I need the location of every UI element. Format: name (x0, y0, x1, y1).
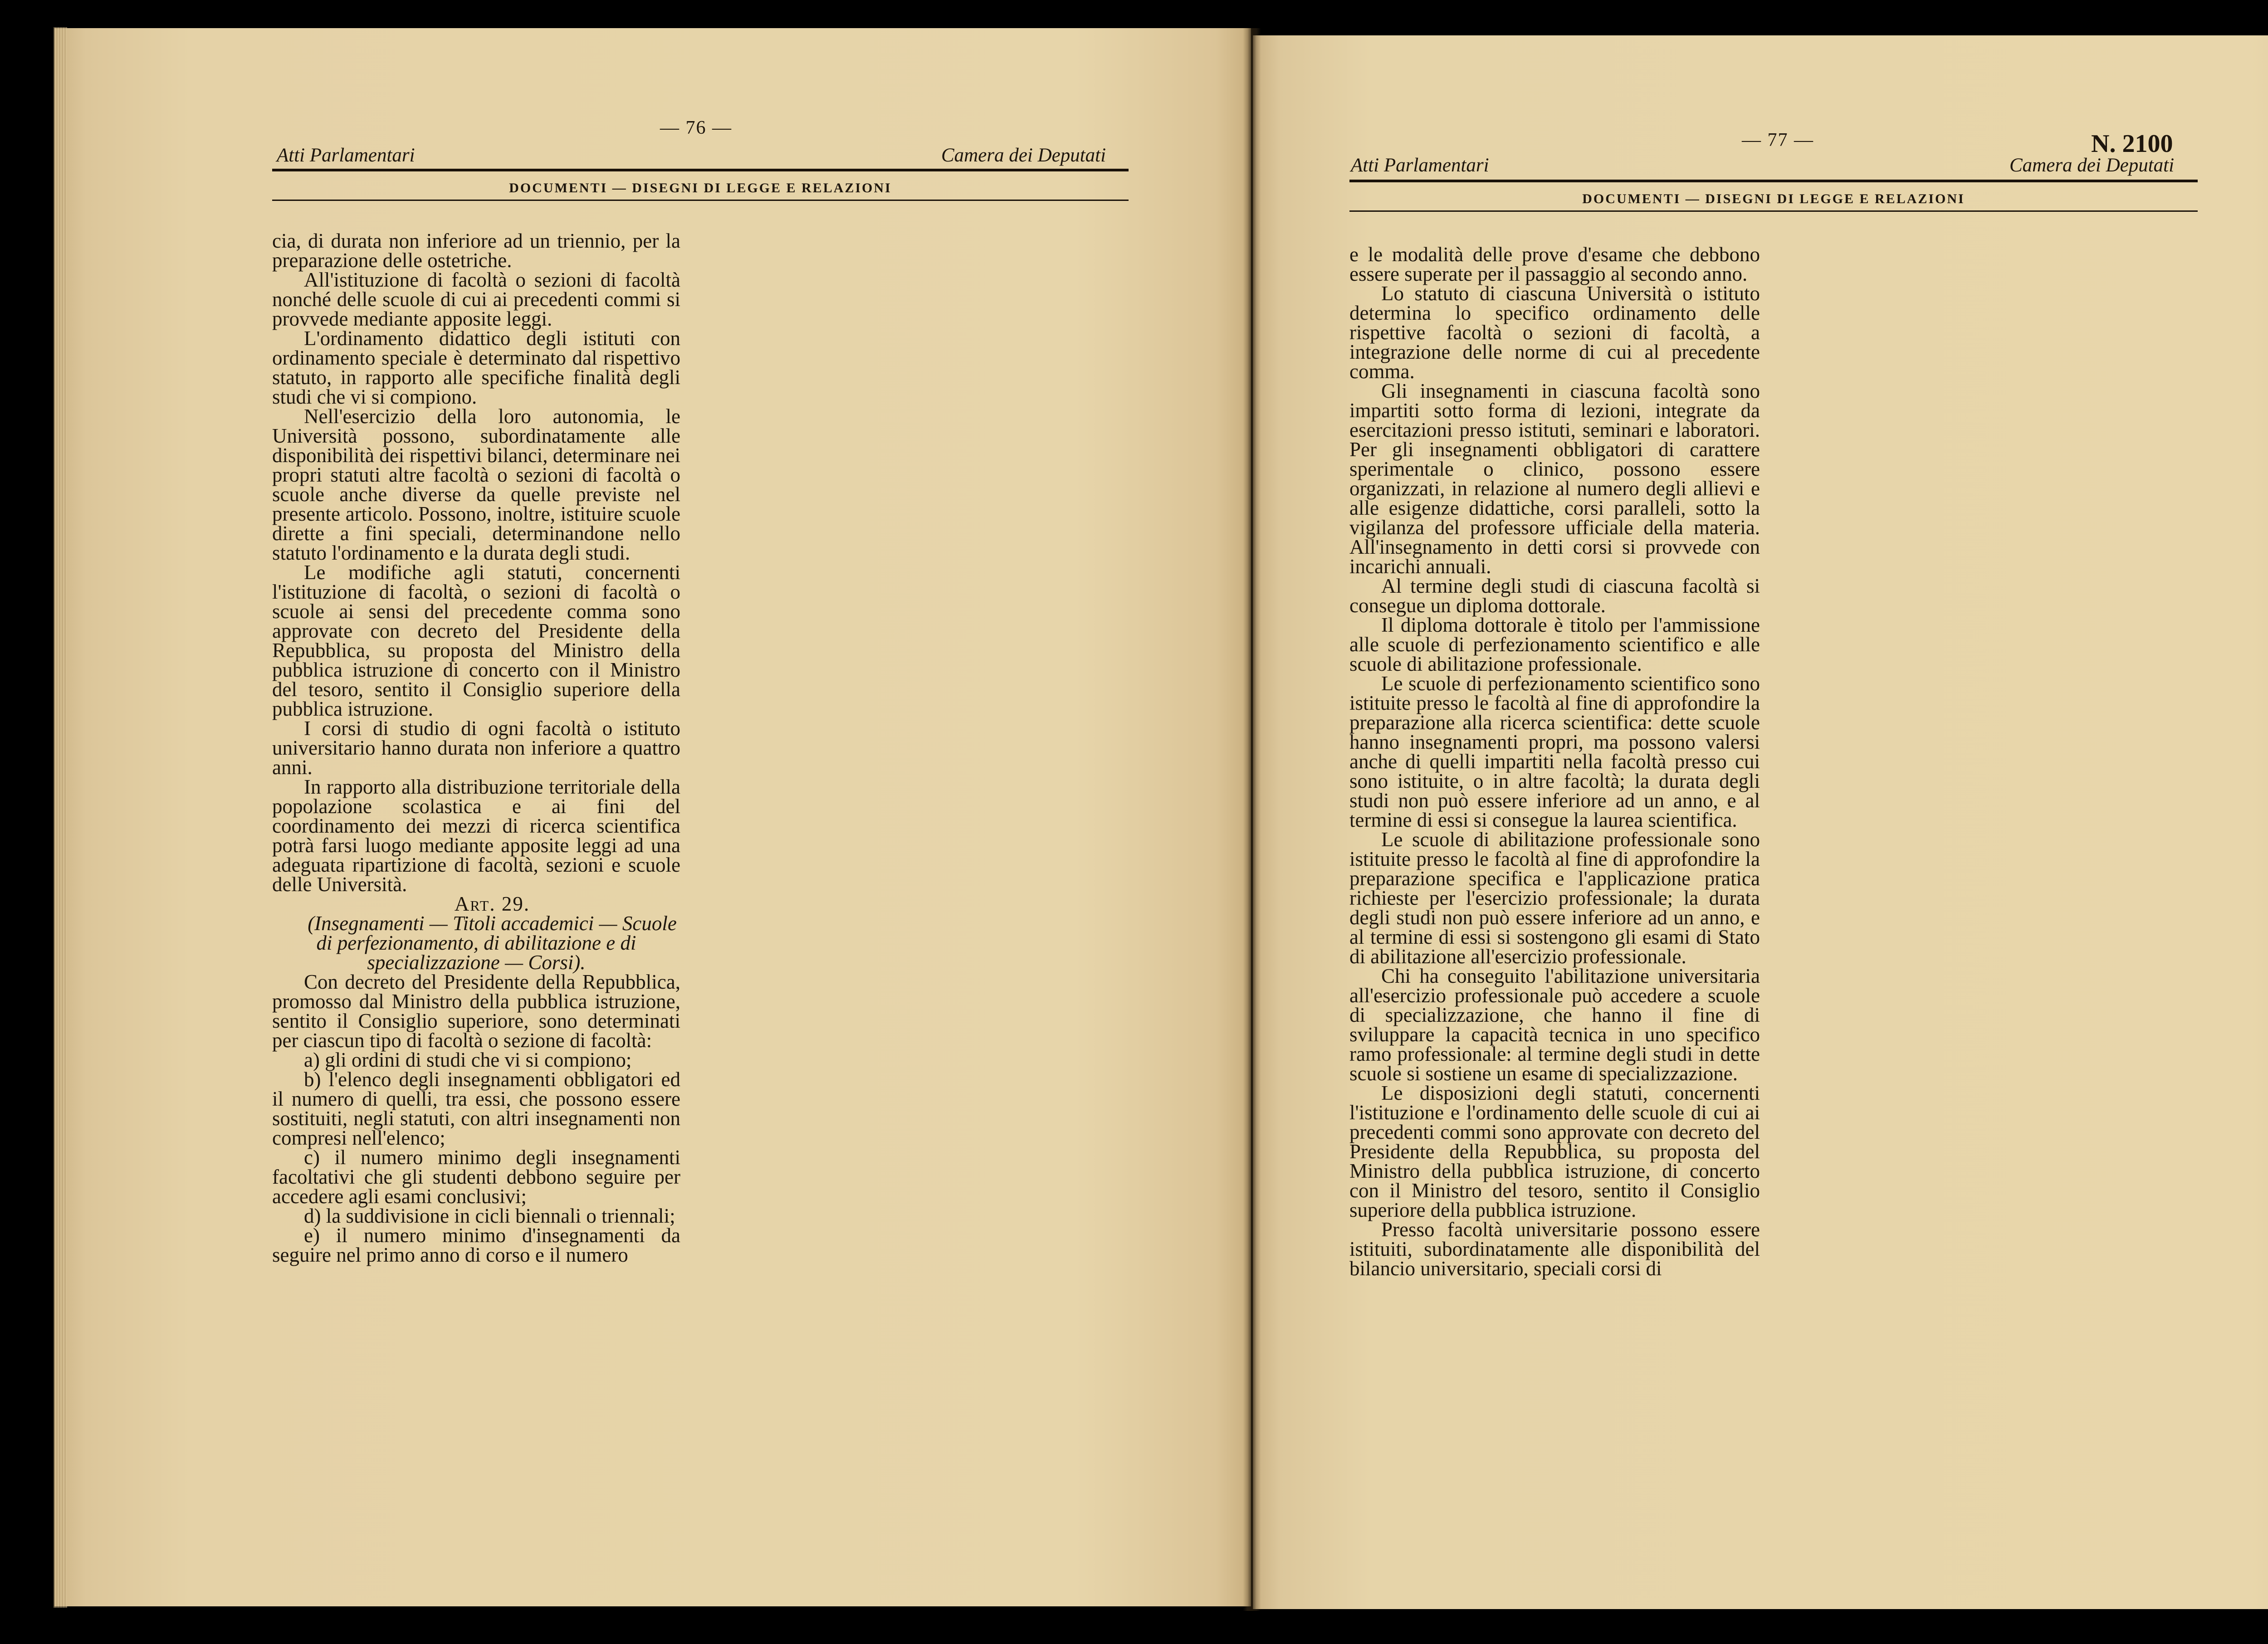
paragraph: L'ordinamento didattico degli istituti con ordinamento speciale è determinato dal rispettivo statuto, in rapporto alle specifiche finalità degli studi che vi si compiono. (272, 327, 680, 408)
right-header-right: Camera dei Deputati (2009, 155, 2175, 176)
paragraph: Chi ha conseguito l'abilitazione universitaria all'esercizio professionale può accedere a scuole di specializzazione, che hanno il fine di sviluppare la capacità tecnica in uno specifico ramo professionale: al termine degli studi in dette scuole si sostiene un esame di specializzazione. (1349, 965, 1760, 1085)
paragraph: All'istituzione di facoltà o sezioni di facoltà nonché delle scuole di cui ai precedenti commi si provvede mediante apposite leggi. (272, 268, 680, 330)
paragraph: Le disposizioni degli statuti, concernenti l'istituzione e l'ordinamento delle scuole di cui ai precedenti commi sono approvate con decreto del Presidente della Repubblica, su proposta del Ministro della pubblica istruzione, di concerto con il Ministro del tesoro, sentito il Consiglio superiore della pubblica istruzione. (1349, 1082, 1760, 1221)
paragraph: Al termine degli studi di ciascuna facoltà si consegue un diploma dottorale. (1349, 575, 1760, 617)
paragraph: Presso facoltà universitarie possono essere istituiti, subordinatamente alle disponibilità del bilancio universitario, speciali corsi di (1349, 1218, 1760, 1280)
paragraph: I corsi di studio di ogni facoltà o istituto universitario hanno durata non inferiore a quattro anni. (272, 717, 680, 779)
list-item: b) l'elenco degli insegnamenti obbligatori ed il numero di quelli, tra essi, che possono essere sostituiti, negli statuti, con altri insegnamenti non compresi nell'elenco; (272, 1068, 680, 1149)
book-gutter (1243, 28, 1261, 1611)
right-header-left: Atti Parlamentari (1351, 155, 1489, 176)
list-item: c) il numero minimo degli insegnamenti facoltativi che gli studenti debbono seguire per accedere agli esami conclusivi; (272, 1146, 680, 1208)
left-header-left: Atti Parlamentari (277, 145, 415, 166)
right-page-number: — 77 — (1742, 130, 1814, 151)
list-item: e) il numero minimo d'insegnamenti da seguire nel primo anno di corso e il numero (272, 1224, 680, 1266)
left-header-rule-top (272, 169, 1129, 171)
paragraph: cia, di durata non inferiore ad un triennio, per la preparazione delle ostetriche. (272, 229, 680, 272)
left-header-right: Camera dei Deputati (941, 145, 1106, 166)
left-page-number: — 76 — (660, 117, 732, 138)
paragraph: Gli insegnamenti in ciascuna facoltà sono impartiti sotto forma di lezioni, integrate da esercitazioni presso istituti, seminari e laboratori. Per gli insegnamenti obbligatori di carattere sperimentale o clinico, possono essere organizzati, in relazione al numero degli allievi e alle esigenze didattiche, corsi paralleli, sotto la vigilanza del professore ufficiale della materia. All'insegnamento in detti corsi si provvede con incarichi annuali. (1349, 380, 1760, 578)
paragraph: Lo statuto di ciascuna Università o istituto determina lo specifico ordinamento delle rispettive facoltà o sezioni di facoltà, a integrazione delle norme di cui al precedente comma. (1349, 282, 1760, 383)
paragraph: In rapporto alla distribuzione territoriale della popolazione scolastica e ai fini del coordinamento dei mezzi di ricerca scientifica potrà farsi luogo mediante apposite leggi ad una adeguata ripartizione di facoltà, sezioni e scuole delle Università. (272, 776, 680, 896)
left-text-column (272, 231, 680, 1265)
paragraph: Le scuole di abilitazione professionale sono istituite presso le facoltà al fine di approfondire la preparazione specifica e l'applicazione pratica richieste per l'esercizio professionale; la durata degli studi non può essere inferiore ad un anno, e al termine di essi si sostengono gli esami di Stato di abilitazione all'esercizio professionale. (1349, 828, 1760, 968)
paragraph: Nell'esercizio della loro autonomia, le Università possono, subordinatamente alle disponibilità dei rispettivi bilanci, determinare nei propri statuti altre facoltà o sezioni di facoltà o scuole anche diverse da quelle previste nel presente articolo. Possono, inoltre, istituire scuole dirette a fini speciali, determinandone nello statuto l'ordinamento e la durata degli studi. (272, 405, 680, 564)
right-header-rule-top (1349, 180, 2198, 182)
paragraph: Con decreto del Presidente della Repubblica, promosso dal Ministro della pubblica istruzione, sentito il Consiglio superiore, sono determinati per ciascun tipo di facoltà o sezione di facoltà: (272, 971, 680, 1052)
paragraph: e le modalità delle prove d'esame che debbono essere superate per il passaggio al secondo anno. (1349, 243, 1760, 285)
right-section-title: DOCUMENTI — DISEGNI DI LEGGE E RELAZIONI (1582, 191, 1965, 206)
article-subtitle: (Insegnamenti — Titoli accademici — Scuole di perfezionamento, di abilitazione e di specializzazione — Corsi). (308, 912, 677, 974)
page-edges (54, 27, 67, 1608)
right-header-rule-bottom (1349, 210, 2198, 212)
paragraph: Il diploma dottorale è titolo per l'ammissione alle scuole di perfezionamento scientifico e alle scuole di abilitazione professionale. (1349, 614, 1760, 675)
paragraph: Le modifiche agli statuti, concernenti l'istituzione di facoltà, o sezioni di facoltà o scuole ai sensi del precedente comma sono approvate con decreto del Presidente della Repubblica, su proposta del Ministro della pubblica istruzione di concerto con il Ministro del tesoro, sentito il Consiglio superiore della pubblica istruzione. (272, 561, 680, 720)
right-text-column (1349, 245, 1760, 1278)
document-number: N. 2100 (2091, 130, 2173, 158)
paragraph: Le scuole di perfezionamento scientifico sono istituite presso le facoltà al fine di approfondire la preparazione alla ricerca scientifica: dette scuole hanno insegnamenti propri, ma possono valersi anche di quelli impartiti nella facoltà presso cui sono istituite, o in altre facoltà; la durata degli studi non può essere inferiore ad un anno, e al termine di essi si consegue la laurea scientifica. (1349, 672, 1760, 831)
article-title: Art. 29. (454, 893, 530, 915)
left-section-title: DOCUMENTI — DISEGNI DI LEGGE E RELAZIONI (509, 180, 892, 195)
left-header-rule-bottom (272, 200, 1129, 201)
bleed-through-text (1797, 235, 2251, 1459)
list-item: a) gli ordini di studi che vi si compiono; (304, 1049, 632, 1071)
bleed-through-text (721, 228, 1175, 1452)
list-item: d) la suddivisione in cicli biennali o triennali; (304, 1205, 675, 1227)
